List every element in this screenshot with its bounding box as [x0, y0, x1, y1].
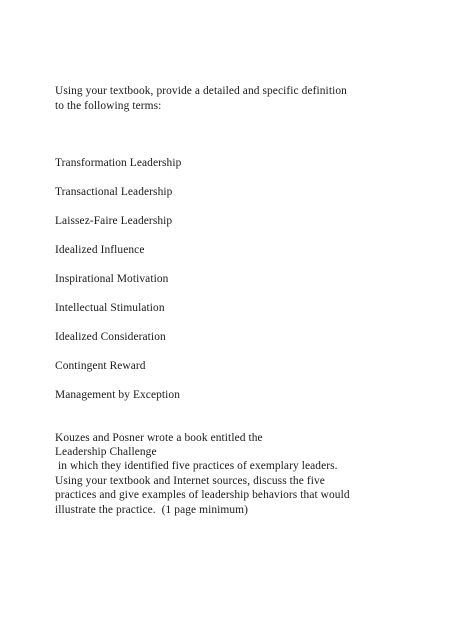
closing-line-6: illustrate the practice. (1 page minimum): [55, 504, 249, 516]
closing-line-3: in which they identified five practices of exemplary leaders.: [55, 460, 338, 472]
term-item: Intellectual Stimulation: [55, 302, 165, 314]
intro-line-1: Using your textbook, provide a detailed and specific definition: [55, 85, 347, 97]
term-item: Inspirational Motivation: [55, 273, 169, 285]
term-item: Transactional Leadership: [55, 186, 173, 198]
term-item: Idealized Influence: [55, 244, 145, 256]
closing-line-1: Kouzes and Posner wrote a book entitled the: [55, 432, 263, 444]
term-item: Laissez-Faire Leadership: [55, 215, 173, 227]
closing-line-2: Leadership Challenge: [55, 446, 157, 458]
term-item: Transformation Leadership: [55, 157, 182, 169]
intro-line-2: to the following terms:: [55, 100, 162, 112]
closing-line-4: Using your textbook and Internet sources, discuss the five: [55, 475, 325, 487]
term-item: Management by Exception: [55, 389, 181, 401]
term-item: Idealized Consideration: [55, 331, 166, 343]
term-item: Contingent Reward: [55, 360, 146, 372]
closing-line-5: practices and give examples of leadership behaviors that would: [55, 489, 350, 501]
